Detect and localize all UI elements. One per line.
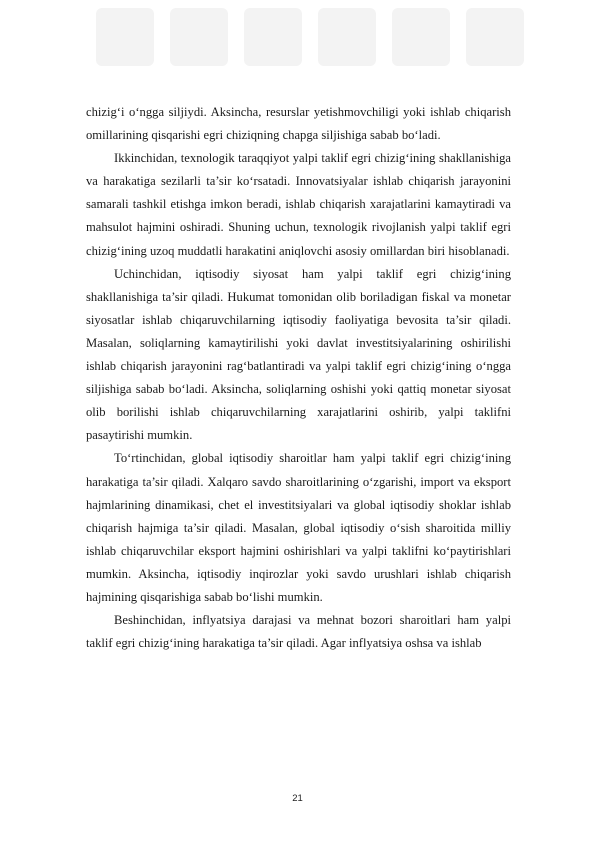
paragraph-2: Ikkinchidan, texnologik taraqqiyot yalpi taklif egri chizig‘ining shakllanishiga va harakatiga sezilarli ta’sir ko‘rsatadi. Innovatsiyalar ishlab chiqarish jarayonini samarali tashkil etishga imkon beradi, ishlab chiqarish xarajatlarini kamaytiradi va mahsulot hajmini oshiradi. Shuning uchun, texnologik rivojlanish yalpi taklif egri chizig‘ining uzoq muddatli harakatini aniqlovchi asosiy omillardan biri hisoblanadi.: [86, 151, 511, 258]
paragraph-5: Beshinchidan, inflyatsiya darajasi va mehnat bozori sharoitlari ham yalpi taklif egri chizig‘ining harakatiga ta’sir qiladi. Agar inflyatsiya oshsa va ishlab: [86, 613, 511, 651]
paragraph-1: chizig‘i o‘ngga siljiydi. Aksincha, resurslar yetishmovchiligi yoki ishlab chiqarish omillarining qisqarishi egri chiziqning chapga siljishiga sabab bo‘ladi.: [86, 105, 511, 143]
page-number: 21: [292, 793, 303, 804]
paragraph-4: To‘rtinchidan, global iqtisodiy sharoitlar ham yalpi taklif egri chizig‘ining harakatiga ta’sir qiladi. Xalqaro savdo sharoitlarining o‘zgarishi, import va eksport hajmlarining dinamikasi, chet el investitsiyalari va global iqtisodiy shoklar ishlab chiqarish hajmiga ta’sir qiladi. Masalan, global iqtisodiy o‘sish sharoitida milliy ishlab chiqaruvchilar eksport hajmini oshirishlari va yalpi taklifni ko‘paytirishlari mumkin. Aksincha, iqtisodiy inqirozlar yoki savdo urushlari ishlab chiqarish hajmining qisqarishiga sabab bo‘lishi mumkin.: [86, 451, 511, 604]
document-body: [86, 101, 511, 655]
paragraph-3: Uchinchidan, iqtisodiy siyosat ham yalpi taklif egri chizig‘ining shakllanishiga ta’sir qiladi. Hukumat tomonidan olib boriladigan fiskal va monetar siyosatlar ishlab chiqaruvchilarning iqtisodiy faoliyatiga bevosita ta’sir qiladi. Masalan, soliqlarning kamaytirilishi yoki davlat investitsiyalarining oshirilishi ishlab chiqarish jarayonini rag‘batlantiradi va yalpi taklif egri chizig‘ining o‘ngga siljishiga sabab bo‘ladi. Aksincha, soliqlarning oshishi yoki qattiq monetar siyosat olib borilishi ishlab chiqaruvchilarning xarajatlarini oshirib, yalpi taklifni pasaytirishi mumkin.: [86, 266, 511, 443]
